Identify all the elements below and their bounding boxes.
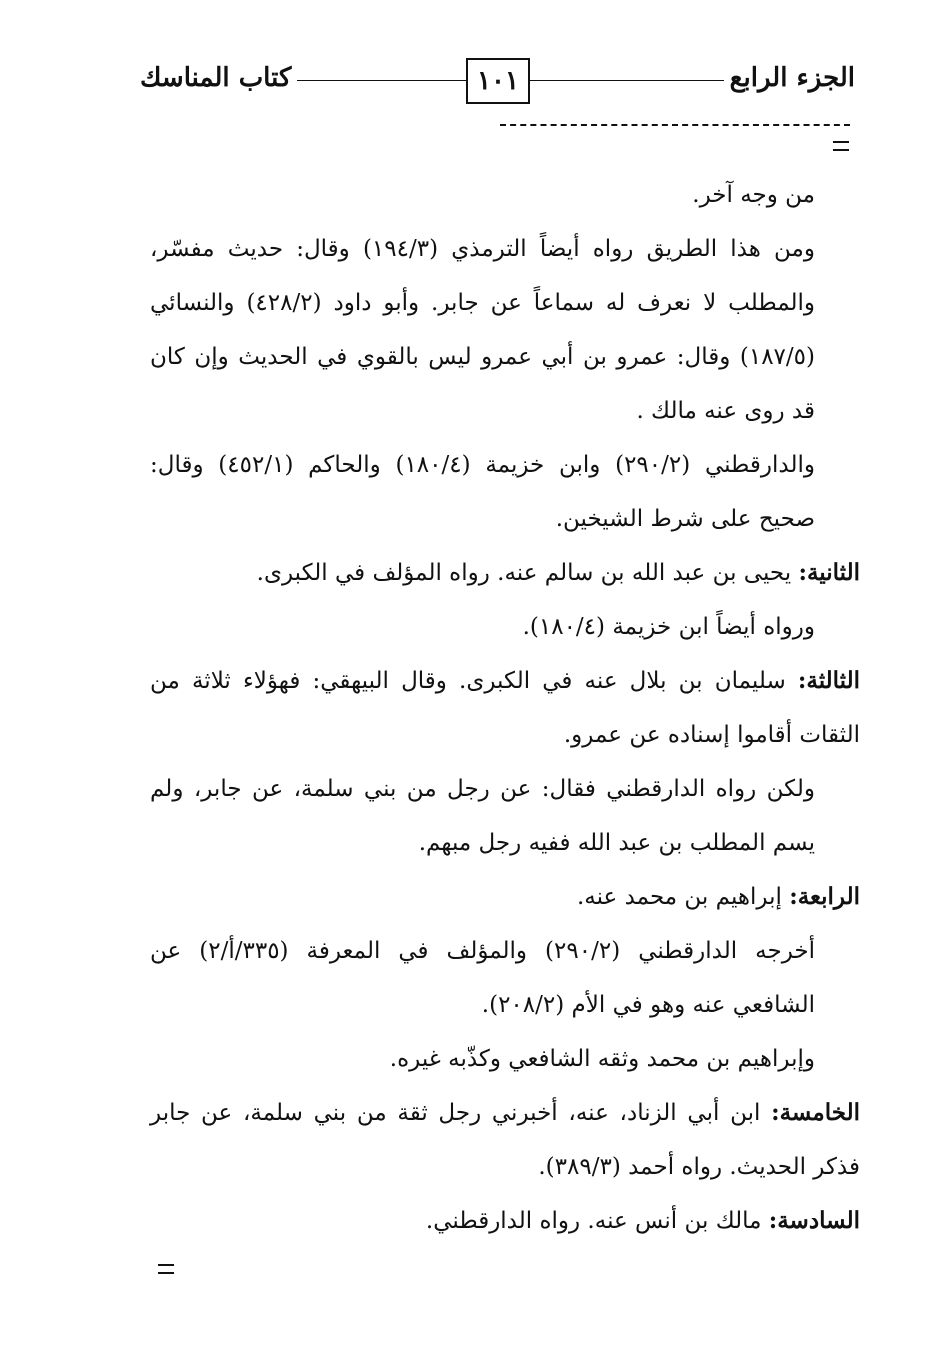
continuation-mark xyxy=(158,1264,174,1274)
paragraph-text: ومن هذا الطريق رواه أيضاً الترمذي (١٩٤/٣) وقال: حديث مفسّر، والمطلب لا نعرف له سماعاً عن جابر. وأبو داود (٤٢٨/٢) والنسائي (١٨٧/٥) وقال: عمرو بن أبي عمرو ليس بالقوي في الحديث وإن كان قد روى عنه مالك . xyxy=(150,236,815,424)
paragraph xyxy=(150,924,860,1032)
paragraph xyxy=(150,654,860,762)
paragraph-text: ابن أبي الزناد، عنه، أخبرني رجل ثقة من بني سلمة، عن جابر فذكر الحديث. رواه أحمد (٣٨٩/٣). xyxy=(150,1100,860,1180)
paragraph-label: الثالثة: xyxy=(797,667,860,694)
paragraph-label: الخامسة: xyxy=(771,1099,861,1126)
paragraph-label: الرابعة: xyxy=(789,883,860,910)
paragraph xyxy=(150,870,860,924)
paragraph xyxy=(150,546,860,600)
paragraph-text: وإبراهيم بن محمد وثقه الشافعي وكذّبه غيره. xyxy=(389,1046,815,1072)
paragraph-text: والدارقطني (٢٩٠/٢) وابن خزيمة (١٨٠/٤) والحاكم (٤٥٢/١) وقال: صحيح على شرط الشيخين. xyxy=(150,452,815,532)
paragraph xyxy=(150,1032,860,1086)
page-body xyxy=(150,168,860,1248)
paragraph-text: ورواه أيضاً ابن خزيمة (١٨٠/٤). xyxy=(522,614,815,640)
paragraph xyxy=(150,222,860,438)
paragraph-text: سليمان بن بلال عنه في الكبرى. وقال البيهقي: فهؤلاء ثلاثة من الثقات أقاموا إسناده عن عمرو. xyxy=(150,668,860,748)
paragraph-text: إبراهيم بن محمد عنه. xyxy=(576,884,782,910)
paragraph xyxy=(150,762,860,870)
paragraph-text: ولكن رواه الدارقطني فقال: عن رجل من بني سلمة، عن جابر، ولم يسم المطلب بن عبد الله ففيه رجل مبهم. xyxy=(150,776,815,856)
paragraph-label: الثانية: xyxy=(798,559,860,586)
paragraph xyxy=(150,1194,860,1248)
paragraph-text: أخرجه الدارقطني (٢٩٠/٢) والمؤلف في المعرفة (٣٣٥/أ/٢) عن الشافعي عنه وهو في الأم (٢٠٨/٢). xyxy=(150,938,815,1018)
paragraph xyxy=(150,1086,860,1194)
book-title: كتاب المناسك xyxy=(140,60,297,96)
paragraph-label: السادسة: xyxy=(768,1207,860,1234)
continuation-mark xyxy=(833,141,849,151)
part-title: الجزء الرابع xyxy=(724,60,855,96)
page-number: ١٠١ xyxy=(466,58,530,104)
dashed-divider xyxy=(500,124,850,126)
paragraph-text: من وجه آخر. xyxy=(692,182,815,208)
paragraph-text: يحيى بن عبد الله بن سالم عنه. رواه المؤلف في الكبرى. xyxy=(256,560,792,586)
paragraph xyxy=(150,438,860,546)
page-header xyxy=(140,58,855,102)
paragraph-text: مالك بن أنس عنه. رواه الدارقطني. xyxy=(425,1208,762,1234)
paragraph xyxy=(150,600,860,654)
paragraph xyxy=(150,168,860,222)
